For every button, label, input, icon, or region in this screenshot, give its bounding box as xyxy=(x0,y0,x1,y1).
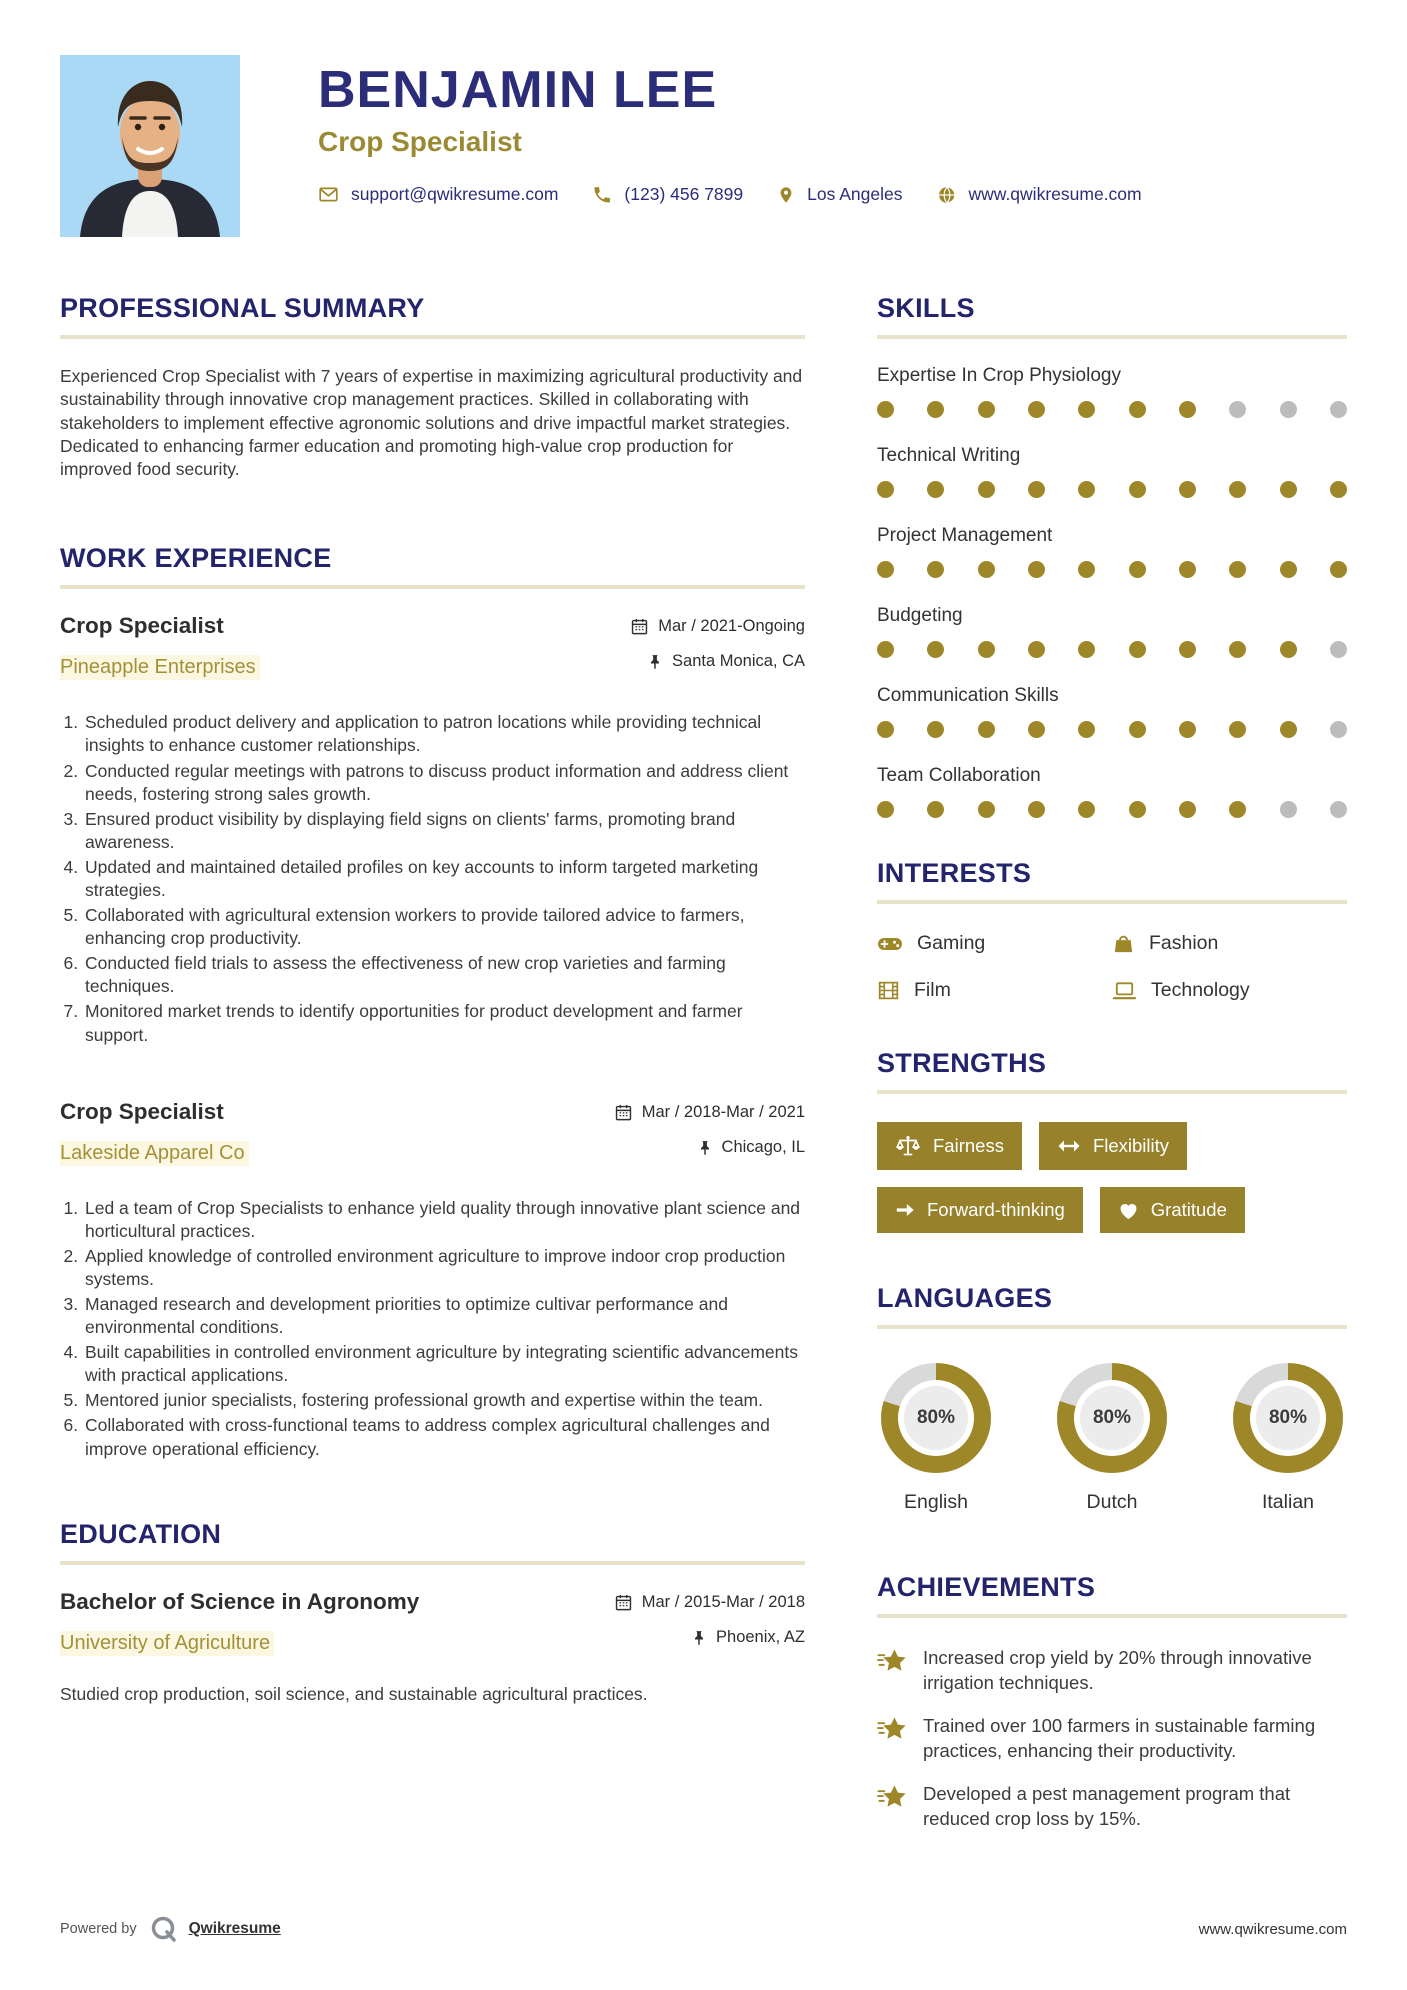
pushpin-icon xyxy=(697,1138,713,1157)
section-rule xyxy=(877,900,1347,904)
language-donut xyxy=(1233,1363,1343,1473)
job-bullet-list xyxy=(60,711,805,1046)
contact-item-label[interactable]: support@qwikresume.com xyxy=(351,184,559,205)
skill-label: Budgeting xyxy=(877,605,963,626)
job-bullet: 4. Built capabilities in controlled environment agriculture by integrating scientific advancements with practical applications. xyxy=(83,1341,805,1387)
section-professional-summary xyxy=(60,293,805,481)
interest-label: Fashion xyxy=(1149,932,1219,954)
job-entry xyxy=(60,1099,805,1461)
skill-dot xyxy=(1129,641,1146,658)
candidate-name: BENJAMIN LEE xyxy=(318,61,718,119)
job-bullet: 3. Managed research and development priorities to optimize cultivar performance and environmental conditions. xyxy=(83,1293,805,1339)
scales-icon xyxy=(895,1134,921,1158)
skill-dot xyxy=(1330,401,1347,418)
contact-item-label: Los Angeles xyxy=(807,184,903,205)
job-bullet: 7. Monitored market trends to identify opportunities for product development and farmer support. xyxy=(83,1000,805,1046)
achievement-text: Developed a pest management program that reduced crop loss by 15%. xyxy=(923,1783,1291,1829)
skill-dot xyxy=(877,481,894,498)
strength-badge xyxy=(1100,1187,1245,1233)
skill-label: Expertise In Crop Physiology xyxy=(877,365,1121,386)
job-location: Santa Monica, CA xyxy=(630,652,805,671)
skill-dot xyxy=(1078,401,1095,418)
skill-dot xyxy=(1078,721,1095,738)
education-entry xyxy=(60,1589,805,1706)
strength-label: Fairness xyxy=(933,1135,1004,1156)
degree-title: Bachelor of Science in Agronomy xyxy=(60,1588,420,1614)
strength-badge xyxy=(877,1122,1022,1170)
skill-dot xyxy=(1028,481,1045,498)
skill-dot xyxy=(927,481,944,498)
language-label: English xyxy=(904,1491,968,1513)
contact-item-label: (123) 456 7899 xyxy=(624,184,744,205)
skill-label: Technical Writing xyxy=(877,445,1021,466)
interest-item xyxy=(877,979,1112,1002)
candidate-title: Crop Specialist xyxy=(318,125,522,157)
skill-dot xyxy=(978,481,995,498)
section-rule xyxy=(877,1090,1347,1094)
skill-dot xyxy=(1280,401,1297,418)
language-percent: 80% xyxy=(904,1386,968,1450)
job-title: Crop Specialist xyxy=(60,1098,224,1124)
strength-label: Forward-thinking xyxy=(927,1199,1065,1220)
achievement-item xyxy=(877,1782,1347,1831)
language-gauges xyxy=(877,1363,1347,1514)
skill-row xyxy=(877,445,1347,498)
skills-heading: SKILLS xyxy=(877,293,975,323)
contact-item-2 xyxy=(777,184,902,206)
job-bullet: 5. Mentored junior specialists, fostering professional growth and expertise within the team. xyxy=(83,1389,805,1412)
skill-dot xyxy=(978,641,995,658)
skill-dot xyxy=(1129,801,1146,818)
section-rule xyxy=(877,1614,1347,1618)
skill-dot xyxy=(1179,401,1196,418)
calendar-icon xyxy=(614,1103,633,1122)
interest-label: Gaming xyxy=(917,932,986,954)
skill-dot xyxy=(1129,561,1146,578)
skill-rating xyxy=(877,401,1347,418)
interest-label: Film xyxy=(914,979,951,1001)
skill-dot xyxy=(1028,561,1045,578)
skill-dot xyxy=(1280,561,1297,578)
skill-row xyxy=(877,605,1347,658)
language-gauge xyxy=(1057,1363,1167,1514)
language-percent: 80% xyxy=(1080,1386,1144,1450)
skill-dot xyxy=(978,561,995,578)
strength-badges xyxy=(877,1122,1347,1233)
resume-header xyxy=(0,0,1407,237)
section-rule xyxy=(60,585,805,589)
skill-row xyxy=(877,365,1347,418)
skill-dot xyxy=(1028,641,1045,658)
skill-dot xyxy=(1280,481,1297,498)
skill-row xyxy=(877,685,1347,738)
skill-dot xyxy=(927,721,944,738)
job-title: Crop Specialist xyxy=(60,613,224,639)
interest-item xyxy=(877,932,1112,955)
job-meta xyxy=(630,613,805,687)
skill-label: Team Collaboration xyxy=(877,765,1041,786)
languages-heading: LANGUAGES xyxy=(877,1283,1053,1313)
resume-columns xyxy=(0,293,1407,1851)
job-bullet-list xyxy=(60,1197,805,1461)
right-column xyxy=(877,293,1347,1851)
skill-dot xyxy=(1028,801,1045,818)
job-meta xyxy=(614,1099,805,1173)
skill-dot xyxy=(1129,401,1146,418)
skill-row xyxy=(877,765,1347,818)
skill-dot xyxy=(1330,481,1347,498)
skill-dot xyxy=(1078,481,1095,498)
profile-photo-illustration xyxy=(60,55,240,237)
section-education xyxy=(60,1519,805,1706)
skill-dot xyxy=(877,801,894,818)
qwikresume-link[interactable]: Qwikresume xyxy=(188,1920,281,1937)
skill-rating xyxy=(877,641,1347,658)
skill-dot xyxy=(927,401,944,418)
interest-item xyxy=(1112,979,1347,1002)
achievement-item xyxy=(877,1714,1347,1763)
interests-heading: INTERESTS xyxy=(877,858,1032,888)
section-work-experience xyxy=(60,543,805,1460)
job-bullet: 5. Collaborated with agricultural extension workers to provide tailored advice to farmers, enhancing crop productivity. xyxy=(83,904,805,950)
section-rule xyxy=(877,1325,1347,1329)
job-company: Lakeside Apparel Co xyxy=(60,1141,249,1166)
language-donut xyxy=(1057,1363,1167,1473)
work-heading: WORK EXPERIENCE xyxy=(60,543,332,574)
skill-dot xyxy=(1330,561,1347,578)
calendar-icon xyxy=(630,617,649,636)
left-column xyxy=(60,293,805,1851)
education-meta xyxy=(614,1589,805,1663)
shooting-star-icon xyxy=(877,1647,908,1676)
achievement-item xyxy=(877,1646,1347,1695)
skill-rating xyxy=(877,481,1347,498)
skill-dot xyxy=(927,561,944,578)
shooting-star-icon xyxy=(877,1783,908,1812)
skill-rating xyxy=(877,561,1347,578)
skill-dot xyxy=(1179,721,1196,738)
job-bullet: 1. Led a team of Crop Specialists to enhance yield quality through innovative plant science and horticultural practices. xyxy=(83,1197,805,1243)
skill-row xyxy=(877,525,1347,578)
strength-badge xyxy=(1039,1122,1187,1170)
skill-dot xyxy=(1028,401,1045,418)
skill-dot xyxy=(1229,561,1246,578)
pushpin-icon xyxy=(691,1628,707,1647)
gamepad-icon xyxy=(877,933,903,955)
job-location: Chicago, IL xyxy=(614,1138,805,1157)
skill-dot xyxy=(1179,481,1196,498)
job-bullet: 3. Ensured product visibility by displaying field signs on clients' farms, promoting brand awareness. xyxy=(83,808,805,854)
summary-text: Experienced Crop Specialist with 7 years of expertise in maximizing agricultural productivity and sustainability through innovative crop management practices. Skilled in collaborating with stakeholders to implement effective agronomic solutions and drive impactful market strategies. Dedicated to enhancing farmer education and promoting high-value crop production for improved food security. xyxy=(60,366,803,480)
job-bullet: 1. Scheduled product delivery and application to patron locations while providing technical insights to enhance customer relationships. xyxy=(83,711,805,757)
contact-item-1 xyxy=(592,184,743,205)
section-skills xyxy=(877,293,1347,818)
education-heading: EDUCATION xyxy=(60,1518,222,1549)
pin-icon xyxy=(777,184,795,206)
section-rule xyxy=(877,335,1347,339)
skill-dot xyxy=(927,641,944,658)
interests-grid xyxy=(877,932,1347,1002)
job-date: Mar / 2018-Mar / 2021 xyxy=(614,1103,805,1122)
arrows-lr-icon xyxy=(1057,1137,1081,1155)
skill-dot xyxy=(978,401,995,418)
skill-dot xyxy=(1229,401,1246,418)
skill-dot xyxy=(978,801,995,818)
page-footer xyxy=(60,1914,1347,1944)
skill-dot xyxy=(1229,721,1246,738)
skill-rating xyxy=(877,801,1347,818)
skill-dot xyxy=(978,721,995,738)
skill-dot xyxy=(877,721,894,738)
language-gauge xyxy=(881,1363,991,1514)
job-bullet: 2. Conducted regular meetings with patrons to discuss product information and address client needs, fostering strong sales growth. xyxy=(83,760,805,806)
job-bullet: 6. Collaborated with cross-functional teams to address complex agricultural challenges and improve operational efficiency. xyxy=(83,1414,805,1460)
section-languages xyxy=(877,1283,1347,1514)
skill-dot xyxy=(1078,801,1095,818)
skill-dot xyxy=(1280,641,1297,658)
pushpin-icon xyxy=(647,652,663,671)
education-location: Phoenix, AZ xyxy=(614,1628,805,1647)
skill-dot xyxy=(1229,641,1246,658)
section-rule xyxy=(60,1561,805,1565)
powered-by-label: Powered by xyxy=(60,1921,137,1937)
skill-dot xyxy=(1330,641,1347,658)
skill-dot xyxy=(1330,721,1347,738)
interest-item xyxy=(1112,932,1347,955)
film-icon xyxy=(877,979,900,1002)
skill-dot xyxy=(1179,801,1196,818)
language-label: Italian xyxy=(1261,1491,1315,1513)
interest-label: Technology xyxy=(1151,979,1250,1001)
job-entry xyxy=(60,613,805,1046)
calendar-icon xyxy=(614,1593,633,1612)
achievements-heading: ACHIEVEMENTS xyxy=(877,1572,1096,1602)
job-company: Pineapple Enterprises xyxy=(60,655,260,680)
job-bullet: 6. Conducted field trials to assess the effectiveness of new crop varieties and farming techniques. xyxy=(83,952,805,998)
skill-dot xyxy=(1280,721,1297,738)
job-date: Mar / 2021-Ongoing xyxy=(630,617,805,636)
job-bullet: 4. Updated and maintained detailed profiles on key accounts to inform targeted marketing strategies. xyxy=(83,856,805,902)
skill-dot xyxy=(1179,641,1196,658)
skill-dot xyxy=(1129,481,1146,498)
contact-row xyxy=(318,184,1176,206)
skills-list xyxy=(877,365,1347,818)
profile-photo xyxy=(60,55,240,237)
skill-dot xyxy=(1229,801,1246,818)
language-donut xyxy=(881,1363,991,1473)
skill-rating xyxy=(877,721,1347,738)
header-text xyxy=(318,55,1176,206)
education-note: Studied crop production, soil science, and sustainable agricultural practices. xyxy=(60,1683,648,1704)
skill-dot xyxy=(1078,641,1095,658)
achievements-list xyxy=(877,1646,1347,1832)
skill-dot xyxy=(877,401,894,418)
strength-badge xyxy=(877,1187,1083,1233)
footer-website-link[interactable]: www.qwikresume.com xyxy=(1198,1920,1347,1938)
skill-dot xyxy=(927,801,944,818)
summary-heading: PROFESSIONAL SUMMARY xyxy=(60,293,425,323)
skill-dot xyxy=(1078,561,1095,578)
shooting-star-icon xyxy=(877,1715,908,1744)
section-strengths xyxy=(877,1048,1347,1233)
skill-dot xyxy=(1280,801,1297,818)
skill-dot xyxy=(1028,721,1045,738)
arrow-right-icon xyxy=(895,1201,915,1219)
strength-label: Gratitude xyxy=(1150,1199,1227,1220)
skill-dot xyxy=(1330,801,1347,818)
skill-label: Project Management xyxy=(877,525,1053,546)
section-rule xyxy=(60,335,805,339)
job-bullet: 2. Applied knowledge of controlled environment agriculture to improve indoor crop production systems. xyxy=(83,1245,805,1291)
laptop-icon xyxy=(1112,980,1137,1002)
strength-label: Flexibility xyxy=(1092,1135,1170,1156)
skill-dot xyxy=(877,641,894,658)
school-name: University of Agriculture xyxy=(60,1631,274,1656)
skill-dot xyxy=(1179,561,1196,578)
heart-icon xyxy=(1118,1201,1139,1220)
language-label: Dutch xyxy=(1086,1491,1138,1513)
skill-dot xyxy=(877,561,894,578)
contact-item-3 xyxy=(937,184,1142,205)
section-achievements xyxy=(877,1572,1347,1832)
skill-label: Communication Skills xyxy=(877,685,1059,706)
section-interests xyxy=(877,858,1347,1002)
footer-brand-area xyxy=(60,1914,281,1944)
education-date: Mar / 2015-Mar / 2018 xyxy=(614,1593,805,1612)
contact-item-label[interactable]: www.qwikresume.com xyxy=(968,184,1142,205)
achievement-text: Increased crop yield by 20% through innovative irrigation techniques. xyxy=(923,1647,1312,1693)
language-gauge xyxy=(1233,1363,1343,1514)
skill-dot xyxy=(1229,481,1246,498)
skill-dot xyxy=(1129,721,1146,738)
qwikresume-logo-icon xyxy=(149,1914,179,1944)
envelope-icon xyxy=(318,184,339,205)
achievement-text: Trained over 100 farmers in sustainable farming practices, enhancing their productivity. xyxy=(923,1715,1316,1761)
handbag-icon xyxy=(1112,932,1135,955)
language-percent: 80% xyxy=(1256,1386,1320,1450)
job-list xyxy=(60,613,805,1460)
phone-icon xyxy=(592,185,612,205)
globe-icon xyxy=(937,185,957,205)
contact-item-0 xyxy=(318,184,558,205)
strengths-heading: STRENGTHS xyxy=(877,1048,1047,1078)
